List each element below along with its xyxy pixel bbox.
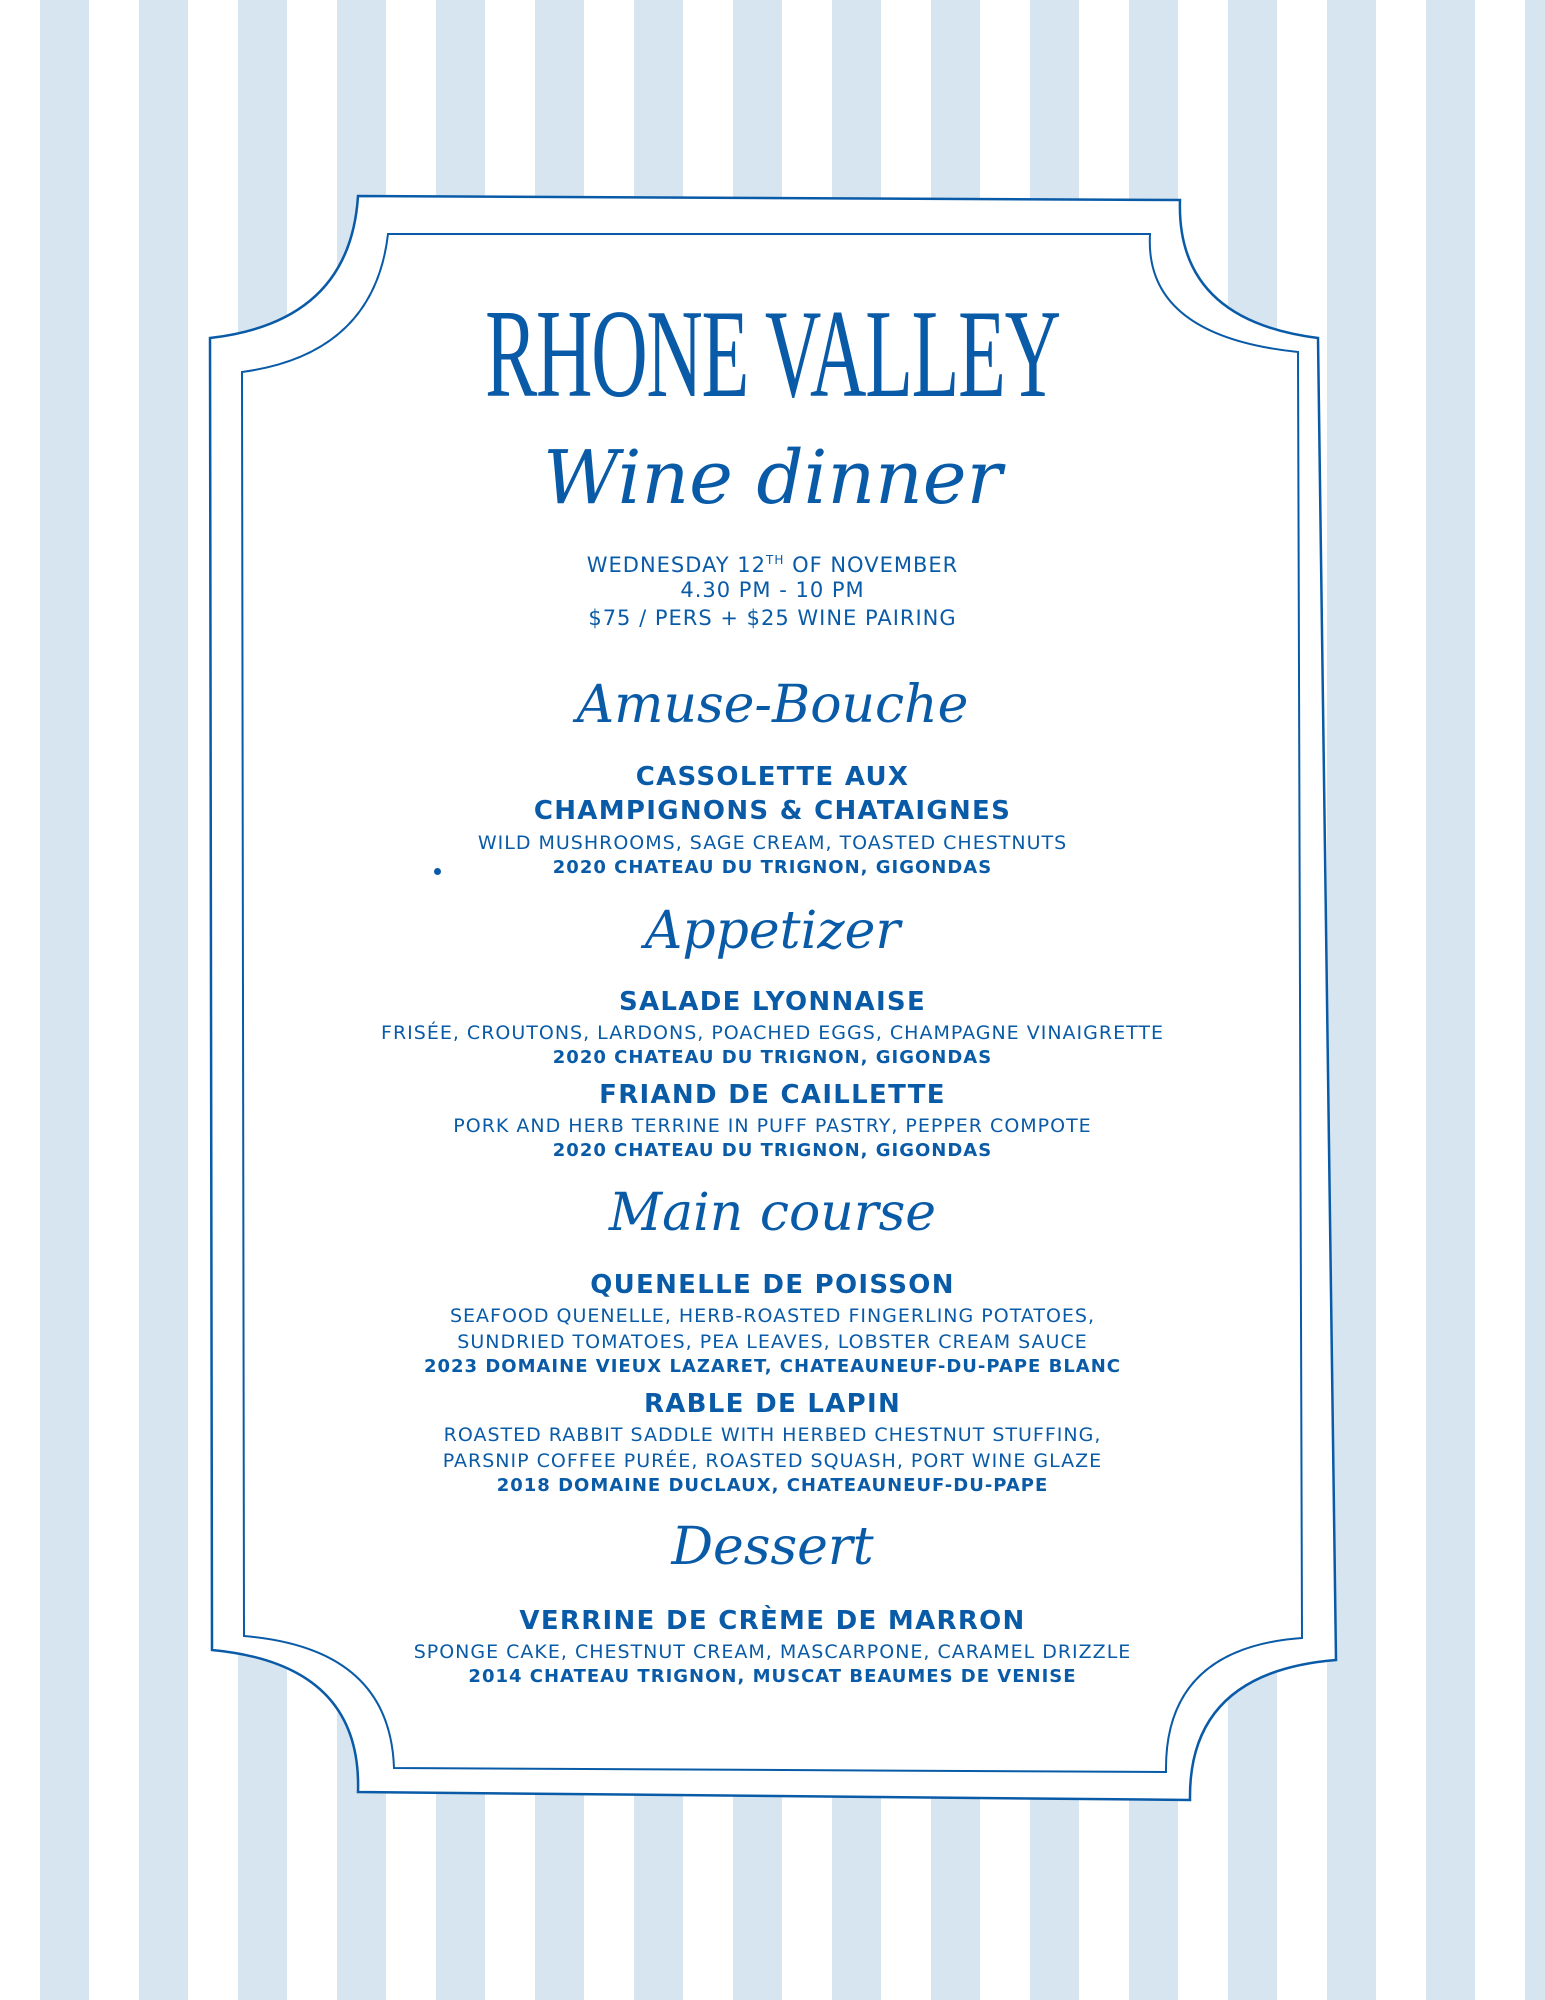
dish-description: SUNDRIED TOMATOES, PEA LEAVES, LOBSTER CREAM SAUCE	[457, 1331, 1088, 1353]
event-date-suffix: TH	[766, 553, 785, 567]
dish-name: RABLE DE LAPIN	[643, 1389, 902, 1419]
wine-pairing: 2020 CHATEAU DU TRIGNON, GIGONDAS	[552, 1140, 993, 1161]
dish-name: FRIAND DE CAILLETTE	[599, 1080, 946, 1110]
dish-description: PARSNIP COFFEE PURÉE, ROASTED SQUASH, PORT WINE GLAZE	[442, 1450, 1103, 1472]
section-heading-appetizer: Appetizer	[644, 901, 901, 961]
section-heading-dessert: Dessert	[671, 1517, 874, 1577]
dish-name: SALADE LYONNAISE	[618, 987, 927, 1017]
wine-pairing: 2014 CHATEAU TRIGNON, MUSCAT BEAUMES DE VENISE	[468, 1666, 1077, 1687]
menu-title: RHONE VALLEY	[485, 285, 1060, 424]
dish-name: CASSOLETTE AUX	[635, 762, 910, 792]
event-time: 4.30 PM - 10 PM	[680, 578, 865, 602]
dish-name: QUENELLE DE POISSON	[590, 1270, 955, 1300]
wine-pairing: 2023 DOMAINE VIEUX LAZARET, CHATEAUNEUF-DU-PAPE BLANC	[423, 1356, 1122, 1377]
wine-pairing: 2020 CHATEAU DU TRIGNON, GIGONDAS	[552, 857, 993, 878]
dish-name: VERRINE DE CRÈME DE MARRON	[519, 1606, 1026, 1636]
dish-description: PORK AND HERB TERRINE IN PUFF PASTRY, PEPPER COMPOTE	[453, 1115, 1092, 1137]
dish-description: FRISÉE, CROUTONS, LARDONS, POACHED EGGS, CHAMPAGNE VINAIGRETTE	[381, 1022, 1164, 1044]
section-heading-amuse-bouche: Amuse-Bouche	[576, 675, 969, 735]
dish-description: ROASTED RABBIT SADDLE WITH HERBED CHESTNUT STUFFING,	[443, 1424, 1102, 1446]
dish-description: SEAFOOD QUENELLE, HERB-ROASTED FINGERLING POTATOES,	[449, 1305, 1096, 1327]
event-date	[0, 546, 1545, 579]
menu-subtitle: Wine dinner	[543, 435, 1002, 521]
section-heading-main-course: Main course	[608, 1183, 937, 1243]
event-price: $75 / PERS + $25 WINE PAIRING	[588, 606, 957, 630]
wine-pairing: 2018 DOMAINE DUCLAUX, CHATEAUNEUF-DU-PAPE	[496, 1475, 1049, 1496]
event-date-day: WEDNESDAY 12	[586, 553, 767, 577]
dish-description: WILD MUSHROOMS, SAGE CREAM, TOASTED CHESTNUTS	[477, 832, 1068, 854]
wine-pairing: 2020 CHATEAU DU TRIGNON, GIGONDAS	[552, 1047, 993, 1068]
dish-description: SPONGE CAKE, CHESTNUT CREAM, MASCARPONE, CARAMEL DRIZZLE	[413, 1641, 1132, 1663]
dish-name: CHAMPIGNONS & CHATAIGNES	[533, 796, 1012, 826]
event-date-month: OF NOVEMBER	[784, 553, 959, 577]
